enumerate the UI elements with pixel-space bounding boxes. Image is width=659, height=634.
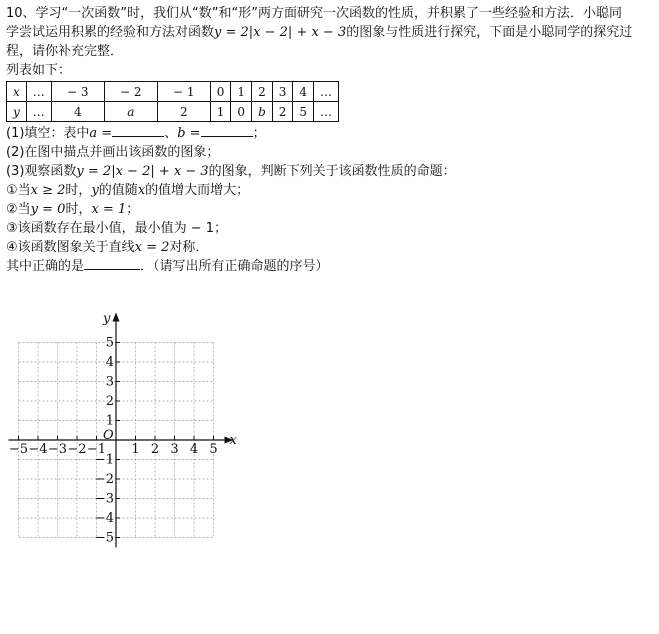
x-tick-label: 2 [150, 442, 160, 457]
table-cell: 1 [231, 82, 252, 102]
table-cell: 1 [210, 102, 231, 122]
table-cell: 4 [293, 82, 314, 102]
problem-document [6, 4, 654, 276]
y-tick-label: 2 [105, 394, 114, 409]
s1-a: ①当 [6, 183, 31, 198]
x-tick-label: −2 [67, 442, 87, 457]
s1-x: x [137, 183, 146, 198]
table-cell: 4 [51, 102, 104, 122]
s2-b: 时， [65, 202, 92, 217]
answer-prefix: 其中正确的是 [6, 259, 85, 274]
s2-result: x = 1 [91, 202, 127, 217]
function-expression: y = 2|x − 2| + x − 3 [214, 25, 347, 40]
table-header-x: x [7, 82, 27, 102]
table-row-x [7, 82, 339, 102]
table-cell-b: b [252, 102, 273, 122]
y-tick-label: 5 [105, 335, 114, 351]
s1-y: y [91, 183, 99, 198]
s1-c: 的值随 [98, 183, 138, 198]
intro-line-2-suffix: 的图象与性质进行探究，下面是小聪同学的探究过 [346, 25, 633, 40]
y-tick-label: 4 [105, 355, 114, 370]
value-table [6, 81, 339, 122]
s1-b: 时， [65, 183, 92, 198]
table-cell: 0 [231, 102, 252, 122]
y-tick-label: −1 [94, 452, 114, 468]
x-tick-label: 3 [170, 442, 179, 457]
question-1 [6, 124, 654, 143]
x-tick-label: −5 [8, 442, 29, 457]
table-cell: − 1 [157, 82, 210, 102]
problem-intro-line-2 [6, 23, 654, 42]
origin-label: O [103, 428, 114, 443]
statement-2 [6, 200, 654, 219]
q1-b-label: b = [177, 126, 201, 141]
table-cell: 2 [157, 102, 210, 122]
y-axis-label: y [103, 311, 111, 327]
intro-line-2-prefix: 学尝试运用积累的经验和方法对函数 [6, 25, 215, 40]
q3-suffix: 的图象，判断下列关于该函数性质的命题： [208, 164, 456, 179]
table-cell: … [314, 102, 339, 122]
s2-condition: y = 0 [30, 202, 66, 217]
table-cell: … [26, 102, 51, 122]
s4-b: 对称． [169, 240, 209, 255]
s2-c: ； [126, 202, 140, 217]
q1-a-label: a = [89, 126, 113, 141]
table-cell: 5 [293, 102, 314, 122]
question-3 [6, 162, 654, 181]
x-tick-label: −3 [47, 442, 68, 457]
s4-a: ④该函数图象关于直线 [6, 240, 135, 255]
q3-function-expression: y = 2|x − 2| + x − 3 [76, 164, 209, 179]
answer-blank-a[interactable] [112, 124, 164, 137]
s1-condition: x ≥ 2 [30, 183, 66, 198]
x-tick-label: 5 [209, 442, 218, 457]
s2-a: ②当 [6, 202, 31, 217]
coordinate-grid [0, 300, 260, 552]
problem-intro-line-3: 程，请你补充完整． [6, 44, 124, 59]
answer-blank-correct[interactable] [84, 257, 140, 270]
statement-1 [6, 181, 654, 200]
table-cell: 2 [252, 82, 273, 102]
statement-3: ③该函数存在最小值，最小值为 − 1； [6, 221, 228, 236]
question-2: (2)在图中描点并画出该函数的图象； [6, 145, 220, 160]
x-tick-label: 1 [131, 442, 140, 457]
s4-line: x = 2 [134, 240, 170, 255]
q1-separator: 、 [164, 126, 178, 141]
x-axis-label: x [229, 433, 237, 448]
answer-line [6, 257, 654, 276]
table-cell-a: a [104, 102, 157, 122]
table-cell: 2 [272, 102, 293, 122]
table-cell: … [26, 82, 51, 102]
y-axis-arrow-icon [113, 313, 120, 322]
y-tick-label: −5 [94, 530, 114, 546]
table-header-y: y [7, 102, 27, 122]
x-tick-label: 4 [189, 442, 199, 457]
y-tick-label: −4 [94, 511, 114, 526]
y-tick-label: 3 [105, 374, 114, 390]
statement-4 [6, 238, 654, 257]
x-tick-label: −4 [28, 442, 48, 457]
table-cell: … [314, 82, 339, 102]
s1-d: 的值增大而增大； [145, 183, 250, 198]
table-cell: − 2 [104, 82, 157, 102]
q1-prefix: (1)填空：表中 [6, 126, 90, 141]
q1-end: ； [252, 126, 266, 141]
y-tick-label: −2 [94, 472, 114, 487]
table-cell: − 3 [51, 82, 104, 102]
answer-blank-b[interactable] [201, 124, 253, 137]
table-intro: 列表如下： [6, 63, 72, 78]
table-cell: 0 [210, 82, 231, 102]
x-tick-label: −1 [86, 442, 107, 457]
problem-intro-line-1: 10、学习“一次函数”时，我们从“数”和“形”两方面研究一次函数的性质，并积累了一些经验和方法．小聪同 [6, 6, 622, 21]
y-tick-label: 1 [105, 413, 114, 429]
table-row-y [7, 102, 339, 122]
table-cell: 3 [272, 82, 293, 102]
answer-suffix: ．（请写出所有正确命题的序号） [140, 259, 329, 274]
q3-prefix: (3)观察函数 [6, 164, 77, 179]
y-tick-label: −3 [94, 491, 114, 507]
